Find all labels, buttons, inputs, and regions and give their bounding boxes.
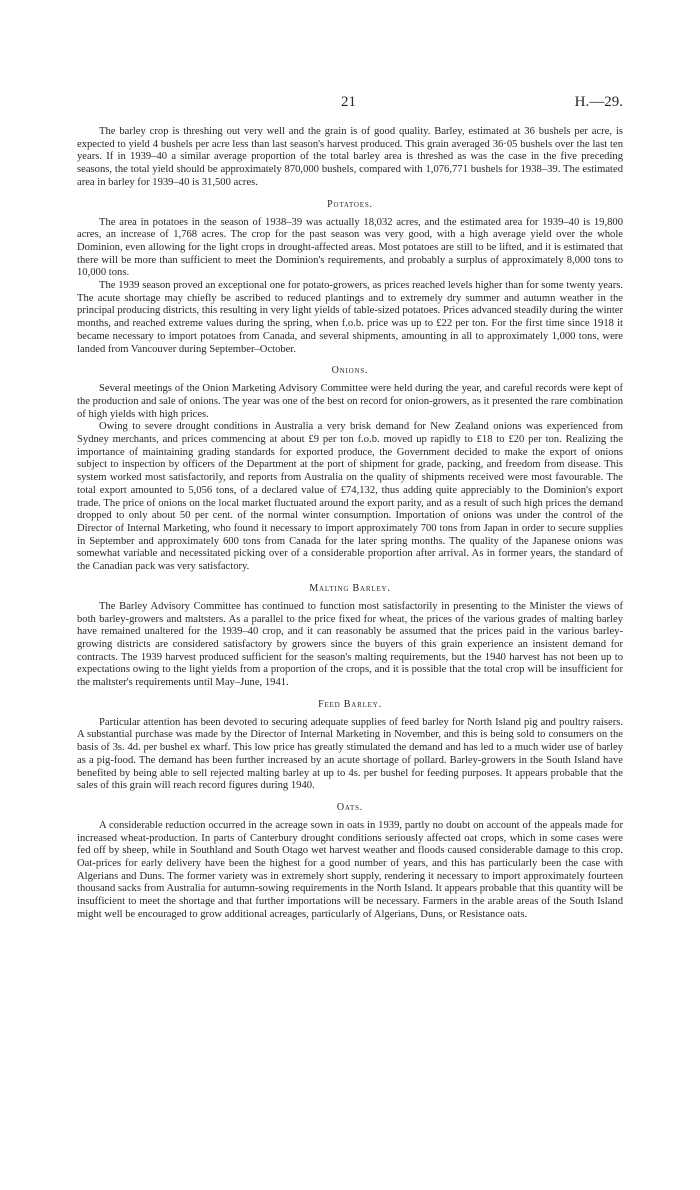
- potatoes-paragraph-1: The area in potatoes in the season of 1938–39 was actually 18,032 acres, and the estimated area for 1939–40 is 19,800 acres, an increase of 1,768 acres. The crop for the past season was very good, with a high average yield over the whole Dominion, even allowing for the light crops in drought-affected areas. Most potatoes are still to be lifted, and it is estimated that there will be more than sufficient to meet the Dominion's requirements, and probably a surplus of approximately 8,000 tons to 10,000 tons.: [77, 216, 623, 279]
- document-reference: H.—29.: [574, 94, 623, 110]
- onions-paragraph-2: Owing to severe drought conditions in Australia a very brisk demand for New Zealand onions was experienced from Sydney merchants, and prices commencing at about £9 per ton f.o.b. moved up rapidly to £18 to £20 per ton. Realizing the importance of maintaining grading standards for exported produce, the Government decided to make the export of onions subject to inspection by officers of the Department at the port of shipment for grade, packing, and freedom from disease. This system worked most satisfactorily, and reports from Australia on the quality of shipments received were most favourable. The total export amounted to 5,056 tons, of a declared value of £74,132, thus adding quite appreciably to the Dominion's export trade. The price of onions on the local market fluctuated around the export parity, and as a result of such high prices the demand dropped to only about 50 per cent. of the normal winter consumption. Importation of onions was under the control of the Director of Internal Marketing, who found it necessary to import approximately 700 tons from Japan in order to secure supplies in September and approximately 600 tons from Canada for the later spring months. The quality of the Japanese onions was somewhat variable and necessitated picking over of a considerable proportion after arrival. As in former years, the standard of the Canadian pack was very satisfactory.: [77, 421, 623, 573]
- barley-intro-section: [77, 126, 623, 190]
- onions-heading: Onions.: [331, 365, 369, 377]
- feed-barley-section: [77, 699, 623, 793]
- potatoes-paragraph-2: The 1939 season proved an exceptional one for potato-growers, as prices reached levels higher than for some twenty years. The acute shortage may chiefly be ascribed to reduced plantings and to extremely dry summer and autumn weather in the principal producing districts, this resulting in very light yields of table-sized potatoes. Prices advanced steadily during the winter months, and reached extreme values during the spring, when f.o.b. price was up to £22 per ton. For the first time since 1918 it became necessary to import potatoes from Canada, and several shipments, amounting in all to approximately 1,000 tons, were landed from Vancouver during September–October.: [77, 280, 623, 355]
- onions-section: [77, 365, 623, 574]
- oats-paragraph: A considerable reduction occurred in the acreage sown in oats in 1939, partly no doubt on account of the appeals made for increased wheat-production. In parts of Canterbury drought conditions seriously affected oat crops, which in some cases were fed off by sheep, while in Southland and South Otago wet harvest weather and floods caused considerable damage to this crop. Oat-prices for early delivery have been the highest for a good number of years, and this has particularly been the case with Algerians and Duns. The former variety was in extremely short supply, rendering it necessary to import approximately fourteen thousand sacks from Australia for autumn-sowing requirements in the North Island. It appears probable that this quantity will be insufficient to meet the shortage and that further importations will be necessary. Farmers in the arable areas of the South Island might well be encouraged to grow additional acreages, particularly of Algerians, Duns, or Resistance oats.: [77, 819, 623, 920]
- feed-barley-paragraph: Particular attention has been devoted to securing adequate supplies of feed barley for North Island pig and poultry raisers. A substantial purchase was made by the Director of Internal Marketing in November, and this is being sold to consumers on the basis of 3s. 4d. per bushel ex wharf. This low price has greatly stimulated the demand and has led to a much wider use of barley as a pig-food. The demand has been further increased by an acute shortage of pollard. Barley-growers in the South Island have benefited by being able to sell rejected malting barley at up to 4s. per bushel for feeding purposes. It appears probable that the sales of this grain will reach record figures during 1940.: [77, 716, 623, 792]
- onions-paragraph-1: Several meetings of the Onion Marketing Advisory Committee were held during the year, and careful records were kept of the production and sale of onions. The year was one of the best on record for onion-growers, as it presented the rare combination of high yields with high prices.: [77, 383, 623, 420]
- oats-heading: Oats.: [336, 801, 364, 813]
- malting-barley-heading: Malting Barley.: [309, 582, 391, 594]
- oats-section: [77, 802, 623, 922]
- malting-barley-section: [77, 583, 623, 690]
- potatoes-section: [77, 199, 623, 357]
- barley-paragraph: The barley crop is threshing out very well and the grain is of good quality. Barley, estimated at 36 bushels per acre, is expected to yield 4 bushels per acre less than last season's harvest produced. This grain averaged 36·05 bushels over the last ten years. If in 1939–40 a similar average proportion of the total barley area is threshed as was the case in the five preceding seasons, the total yield should be approximately 870,000 bushels, compared with 1,076,771 bushels for 1938–39. The estimated area in barley for 1939–40 is 31,500 acres.: [77, 126, 623, 188]
- page-header: [77, 96, 623, 116]
- potatoes-heading: Potatoes.: [327, 198, 373, 210]
- malting-barley-paragraph: The Barley Advisory Committee has continued to function most satisfactorily in presenting to the Minister the views of both barley-growers and maltsters. As a parallel to the price fixed for wheat, the prices of the various grades of malting barley have remained unaltered for the 1939–40 crop, and it can reasonably be assumed that the prices paid in the various barley-growing districts are considered satisfactory by growers since the buyers of this grain experience an insistent demand for contracts. The 1939 harvest produced sufficient for the season's malting requirements, but the 1940 harvest has not been up to expectations owing to the light yields from a proportion of the crops, and it is possible that the total crop will be insufficient for the maltster's requirements until May–June, 1941.: [77, 600, 623, 689]
- feed-barley-heading: Feed Barley.: [318, 698, 382, 710]
- page-number: 21: [341, 94, 356, 110]
